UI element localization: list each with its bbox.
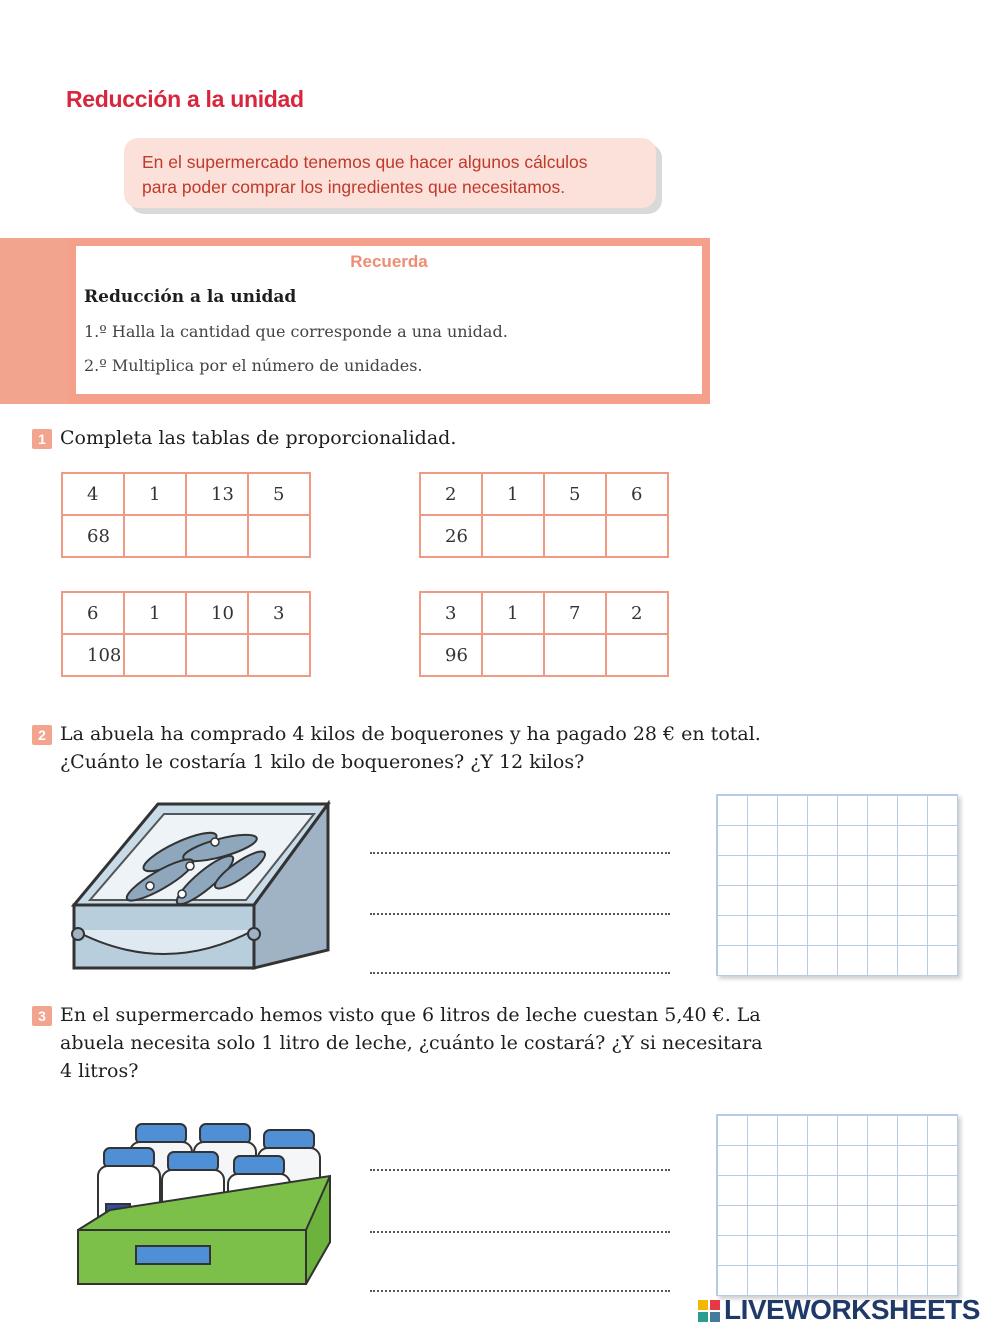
exercise-3-line-3: 4 litros?: [60, 1060, 139, 1082]
proportion-table-1: [61, 472, 311, 558]
answer-cell[interactable]: [606, 634, 668, 676]
table-cell: 7: [544, 592, 606, 634]
fish-crate-illustration: [70, 800, 332, 972]
watermark: LIVEWORKSHEETS: [724, 1294, 980, 1325]
answer-cell[interactable]: [186, 634, 248, 676]
recuerda-step-2: 2.º Multiplica por el número de unidades.: [84, 356, 423, 375]
answer-line[interactable]: [370, 1290, 670, 1292]
liveworksheets-logo-icon: [698, 1300, 720, 1322]
answer-cell[interactable]: [482, 515, 544, 557]
recuerda-step-1: 1.º Halla la cantidad que corresponde a una unidad.: [84, 322, 508, 341]
table-cell: 3: [420, 592, 482, 634]
table-cell: 2: [606, 592, 668, 634]
answer-line[interactable]: [370, 852, 670, 854]
calculation-grid[interactable]: [716, 794, 958, 976]
answer-line[interactable]: [370, 1231, 670, 1233]
proportion-table-4: [419, 591, 669, 677]
exercise-1-text: Completa las tablas de proporcionalidad.: [60, 427, 457, 449]
recuerda-subtitle: Reducción a la unidad: [84, 287, 297, 307]
exercise-2-badge: 2: [32, 725, 52, 745]
exercise-3-line-2: abuela necesita solo 1 litro de leche, ¿cuánto le costará? ¿Y si necesitara: [60, 1032, 763, 1054]
milk-crate-illustration: [74, 1114, 336, 1290]
table-cell: 13: [186, 473, 248, 515]
answer-line[interactable]: [370, 1169, 670, 1171]
table-cell: 10: [186, 592, 248, 634]
table-cell: 6: [606, 473, 668, 515]
intro-line-1: En el supermercado tenemos que hacer algunos cálculos: [142, 152, 588, 172]
table-cell: 5: [248, 473, 310, 515]
table-cell: 2: [420, 473, 482, 515]
table-cell: 5: [544, 473, 606, 515]
table-cell: 1: [124, 473, 186, 515]
table-cell: 4: [62, 473, 124, 515]
proportion-table-2: [419, 472, 669, 558]
exercise-3-badge: 3: [32, 1006, 52, 1026]
proportion-table-3: [61, 591, 311, 677]
answer-cell[interactable]: [248, 515, 310, 557]
recuerda-side-band: [0, 238, 68, 404]
table-cell: 108: [62, 634, 124, 676]
exercise-3-line-1: En el supermercado hemos visto que 6 litros de leche cuestan 5,40 €. La: [60, 1004, 761, 1026]
table-cell: 68: [62, 515, 124, 557]
table-cell: 26: [420, 515, 482, 557]
table-cell: 96: [420, 634, 482, 676]
intro-line-2: para poder comprar los ingredientes que necesitamos.: [142, 177, 566, 197]
exercise-2-line-1: La abuela ha comprado 4 kilos de boquerones y ha pagado 28 € en total.: [60, 723, 761, 745]
table-cell: 1: [482, 592, 544, 634]
answer-cell[interactable]: [186, 515, 248, 557]
page-title: Reducción a la unidad: [66, 86, 304, 112]
answer-cell[interactable]: [248, 634, 310, 676]
calculation-grid[interactable]: [716, 1114, 958, 1296]
exercise-2-line-2: ¿Cuánto le costaría 1 kilo de boquerones? ¿Y 12 kilos?: [60, 751, 585, 773]
table-cell: 1: [482, 473, 544, 515]
table-cell: 1: [124, 592, 186, 634]
table-cell: 3: [248, 592, 310, 634]
table-cell: 6: [62, 592, 124, 634]
answer-cell[interactable]: [606, 515, 668, 557]
answer-line[interactable]: [370, 972, 670, 974]
answer-cell[interactable]: [544, 634, 606, 676]
answer-cell[interactable]: [482, 634, 544, 676]
answer-cell[interactable]: [544, 515, 606, 557]
answer-cell[interactable]: [124, 515, 186, 557]
exercise-1-badge: 1: [32, 429, 52, 449]
intro-box: [124, 138, 656, 208]
answer-line[interactable]: [370, 913, 670, 915]
answer-cell[interactable]: [124, 634, 186, 676]
recuerda-heading: Recuerda: [350, 252, 428, 271]
